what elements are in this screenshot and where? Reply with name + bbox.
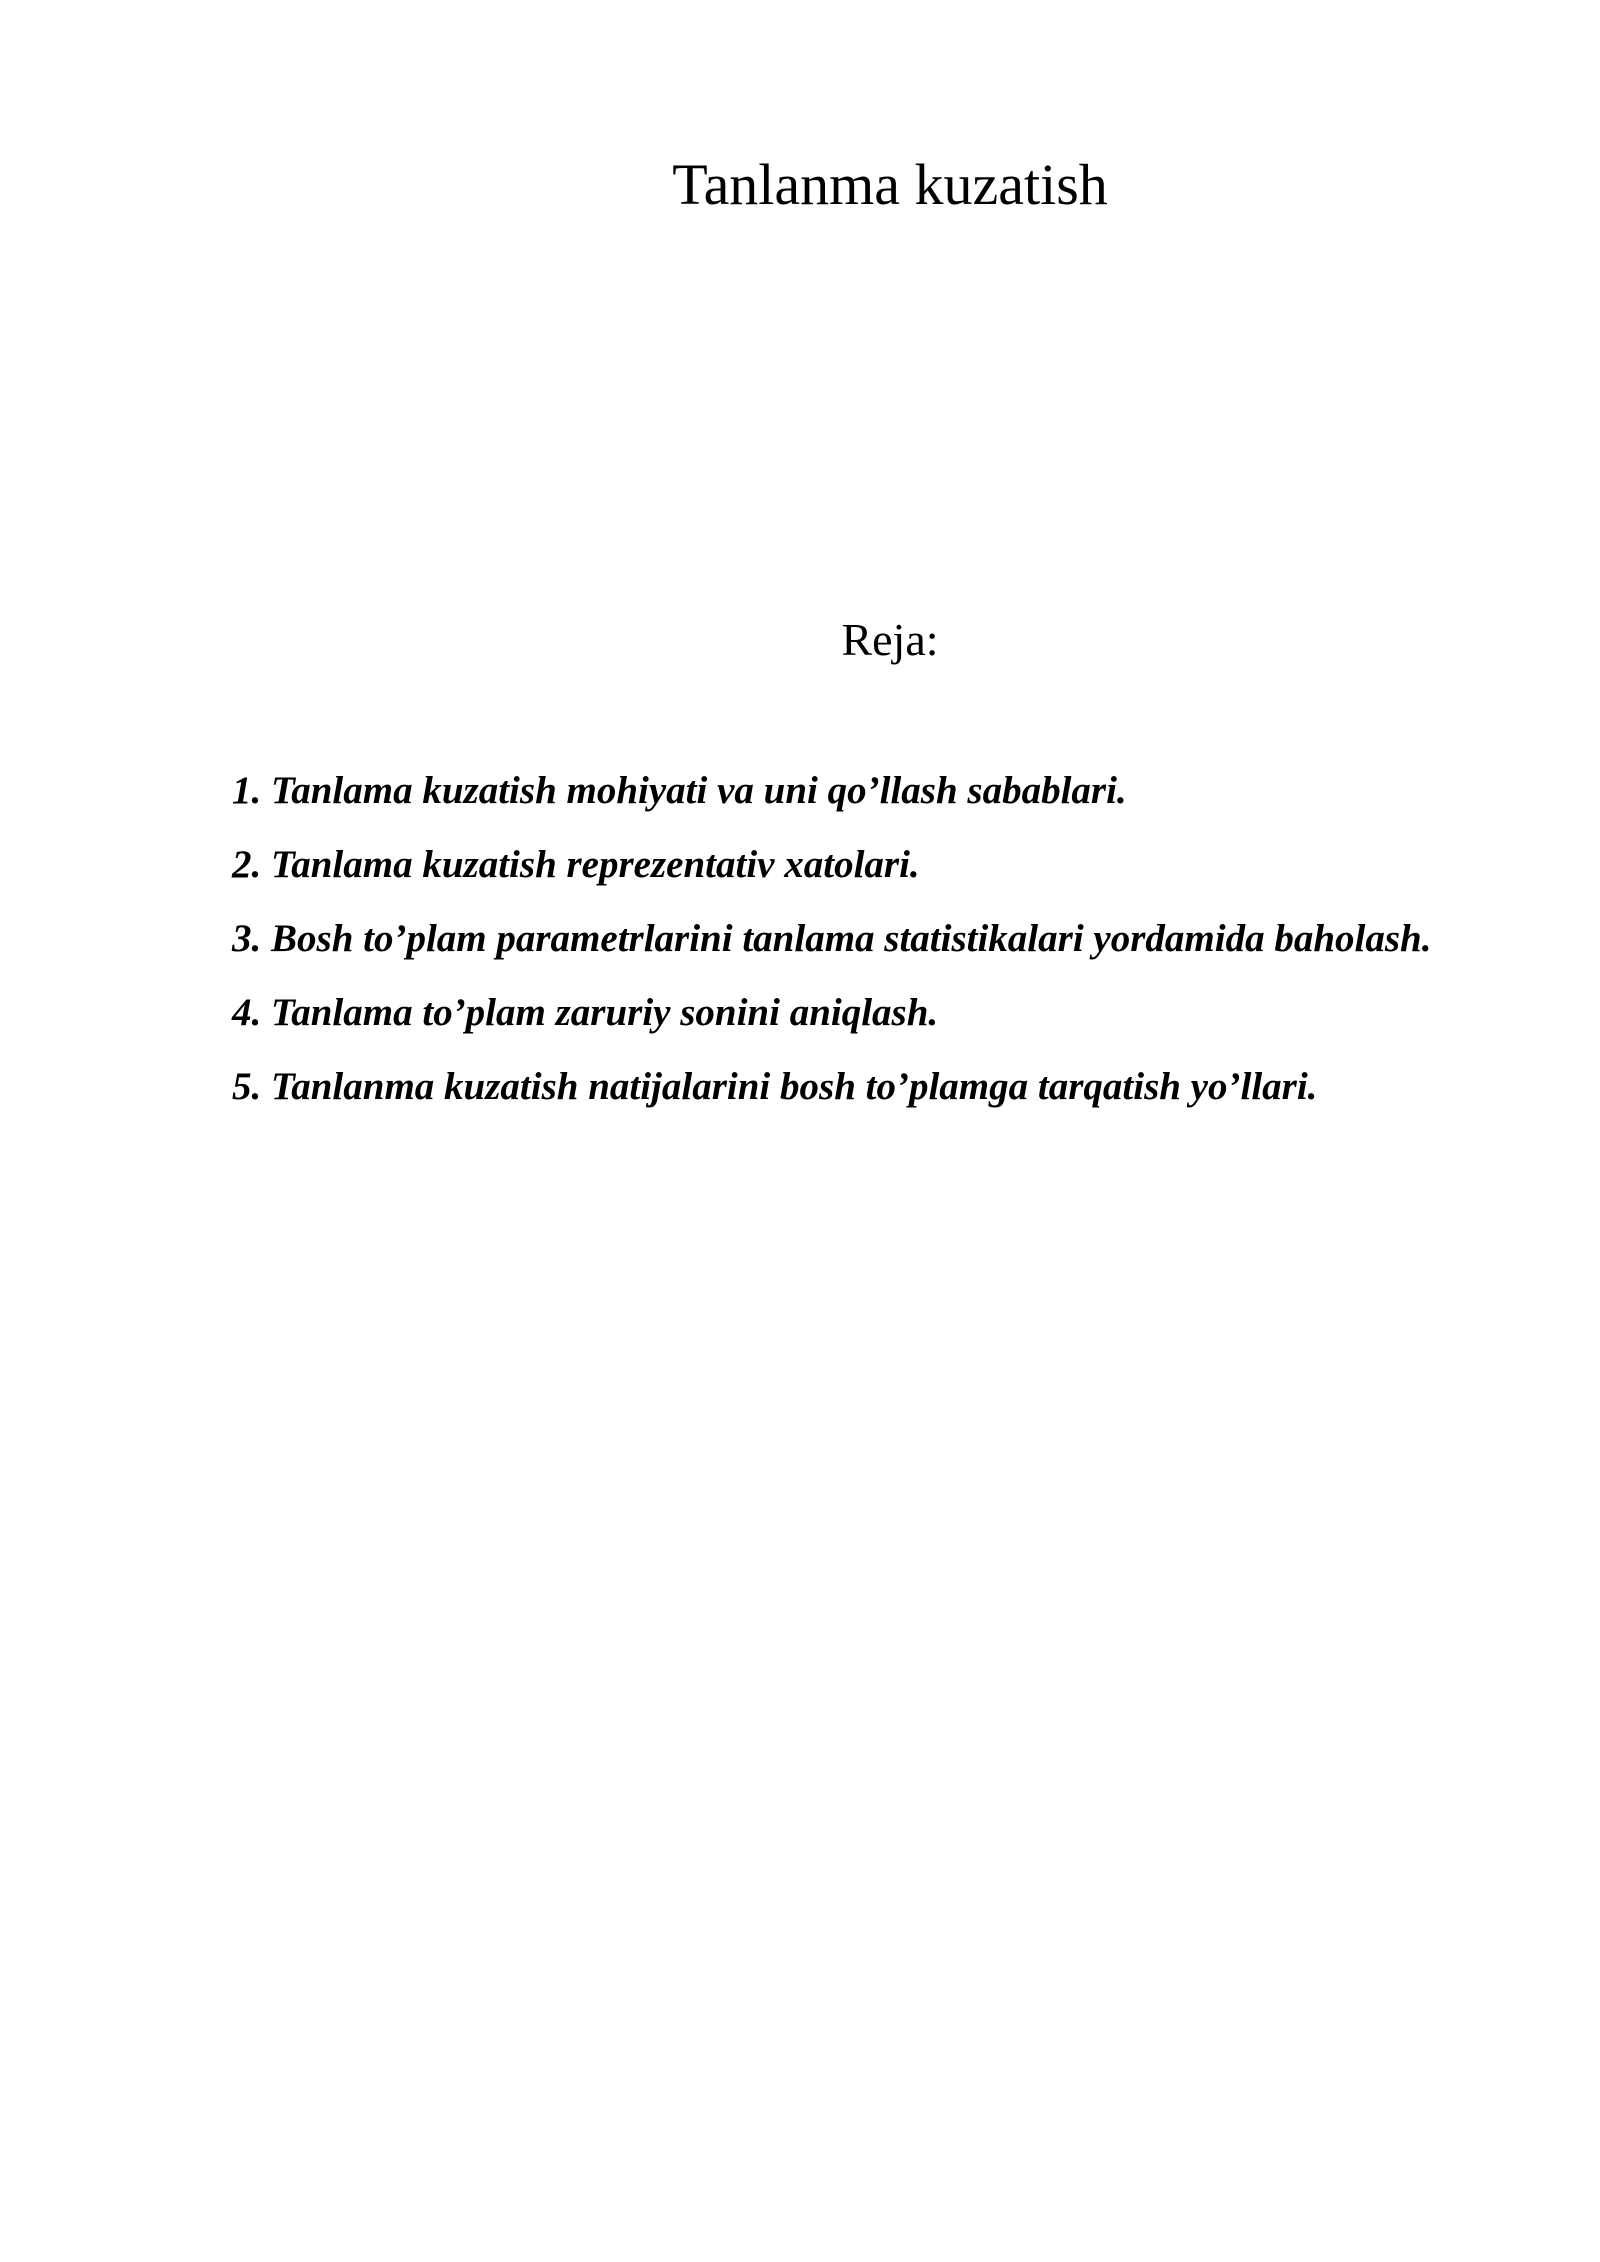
plan-item-number: 2. (232, 843, 262, 886)
plan-item-text: Tanlama kuzatish reprezentativ xatolari. (271, 843, 920, 886)
plan-item-text: Tanlanma kuzatish natijalarini bosh to’plamga tarqatish yo’llari. (271, 1065, 1318, 1108)
plan-list (232, 754, 1492, 1124)
plan-item-text: Tanlama kuzatish mohiyati va uni qo’llash sabablari. (271, 769, 1127, 812)
plan-item-4 (232, 976, 1492, 1050)
plan-item-text: Bosh to’plam parametrlarini tanlama statistikalari yordamida baholash. (271, 917, 1432, 960)
plan-item-5 (232, 1050, 1492, 1124)
plan-item-1 (232, 754, 1492, 828)
plan-item-3 (232, 902, 1492, 976)
plan-item-number: 1. (232, 769, 262, 812)
plan-item-2 (232, 828, 1492, 902)
plan-item-number: 4. (232, 991, 262, 1034)
plan-heading: Reja: (841, 614, 939, 665)
plan-item-number: 3. (232, 917, 262, 960)
plan-item-number: 5. (232, 1065, 262, 1108)
plan-item-text: Tanlama to’plam zaruriy sonini aniqlash. (271, 991, 939, 1034)
page-title: Tanlanma kuzatish (672, 152, 1108, 217)
